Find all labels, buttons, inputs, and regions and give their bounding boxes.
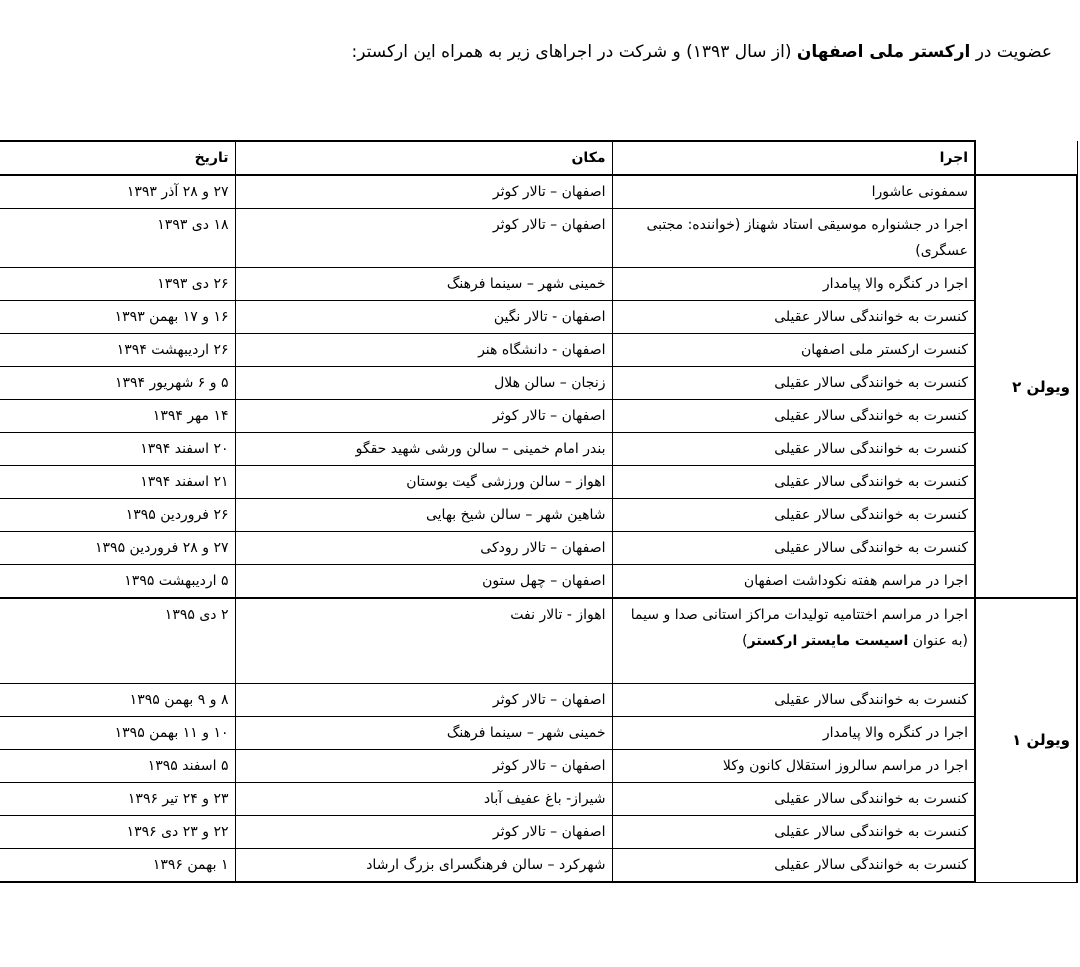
table-row <box>0 684 1077 717</box>
table-row <box>0 499 1077 532</box>
performance-cell <box>612 598 975 684</box>
performance-cell: کنسرت به خوانندگی سالار عقیلی <box>612 499 975 532</box>
table-row <box>0 717 1077 750</box>
intro-paragraph <box>52 39 1052 65</box>
performance-cell: کنسرت به خوانندگی سالار عقیلی <box>612 466 975 499</box>
table-row <box>0 466 1077 499</box>
performance-table <box>0 140 1078 883</box>
performance-cell: کنسرت به خوانندگی سالار عقیلی <box>612 433 975 466</box>
table-row <box>0 301 1077 334</box>
header-group-cell <box>975 141 1077 175</box>
performance-cell: اجرا در کنگره والا پیامدار <box>612 268 975 301</box>
header-performance: اجرا <box>612 141 975 175</box>
performance-cell: اجرا در جشنواره موسیقی استاد شهناز (خواننده: مجتبی عسگری) <box>612 209 975 268</box>
performance-cell: کنسرت به خوانندگی سالار عقیلی <box>612 367 975 400</box>
header-venue: مکان <box>235 141 612 175</box>
date-cell: ۲۰ اسفند ۱۳۹۴ <box>0 433 235 466</box>
date-cell: ۵ اردیبهشت ۱۳۹۵ <box>0 565 235 599</box>
date-cell: ۱ بهمن ۱۳۹۶ <box>0 849 235 883</box>
intro-suffix: (از سال ۱۳۹۳) و شرکت در اجراهای زیر به همراه این ارکستر: <box>351 42 797 62</box>
group-label: ویولن ۲ <box>975 175 1077 598</box>
venue-cell: اصفهان – تالار کوثر <box>235 400 612 433</box>
table-row <box>0 598 1077 684</box>
venue-cell: اصفهان – تالار کوثر <box>235 684 612 717</box>
table-row <box>0 268 1077 301</box>
date-cell: ۵ اسفند ۱۳۹۵ <box>0 750 235 783</box>
performance-cell: کنسرت به خوانندگی سالار عقیلی <box>612 532 975 565</box>
date-cell: ۲۶ فروردین ۱۳۹۵ <box>0 499 235 532</box>
performance-role: اسیست مایستر ارکستر <box>747 633 909 649</box>
date-cell: ۲۲ و ۲۳ دی ۱۳۹۶ <box>0 816 235 849</box>
venue-cell: اهواز – سالن ورزشی گیت بوستان <box>235 466 612 499</box>
venue-cell: اصفهان – چهل ستون <box>235 565 612 599</box>
performance-cell: سمفونی عاشورا <box>612 175 975 209</box>
date-cell: ۱۶ و ۱۷ بهمن ۱۳۹۳ <box>0 301 235 334</box>
performance-cell: کنسرت به خوانندگی سالار عقیلی <box>612 301 975 334</box>
venue-cell: شیراز- باغ عفیف آباد <box>235 783 612 816</box>
table-row <box>0 433 1077 466</box>
table-row <box>0 334 1077 367</box>
date-cell: ۱۰ و ۱۱ بهمن ۱۳۹۵ <box>0 717 235 750</box>
venue-cell: اهواز - تالار نفت <box>235 598 612 684</box>
performance-cell: اجرا در مراسم سالروز استقلال کانون وکلا <box>612 750 975 783</box>
date-cell: ۸ و ۹ بهمن ۱۳۹۵ <box>0 684 235 717</box>
intro-prefix: عضویت در <box>970 42 1052 62</box>
performance-tail: ) <box>742 633 748 649</box>
table-body <box>0 175 1077 882</box>
orchestra-name: ارکستر ملی اصفهان <box>796 42 971 62</box>
venue-cell: اصفهان – تالار کوثر <box>235 816 612 849</box>
performance-cell: اجرا در مراسم هفته نکوداشت اصفهان <box>612 565 975 599</box>
table-row <box>0 565 1077 599</box>
performance-cell: کنسرت به خوانندگی سالار عقیلی <box>612 816 975 849</box>
date-cell: ۲۷ و ۲۸ آذر ۱۳۹۳ <box>0 175 235 209</box>
table-row <box>0 849 1077 883</box>
date-cell: ۲ دی ۱۳۹۵ <box>0 598 235 684</box>
performance-cell: کنسرت ارکستر ملی اصفهان <box>612 334 975 367</box>
venue-cell: اصفهان – تالار رودکی <box>235 532 612 565</box>
date-cell: ۲۶ دی ۱۳۹۳ <box>0 268 235 301</box>
date-cell: ۲۷ و ۲۸ فروردین ۱۳۹۵ <box>0 532 235 565</box>
performance-cell: کنسرت به خوانندگی سالار عقیلی <box>612 849 975 883</box>
performance-cell: کنسرت به خوانندگی سالار عقیلی <box>612 684 975 717</box>
group-label: ویولن ۱ <box>975 598 1077 882</box>
venue-cell: اصفهان - تالار نگین <box>235 301 612 334</box>
venue-cell: شهرکرد – سالن فرهنگسرای بزرگ ارشاد <box>235 849 612 883</box>
venue-cell: بندر امام خمینی – سالن ورشی شهید حقگو <box>235 433 612 466</box>
table-row <box>0 532 1077 565</box>
performance-cell: کنسرت به خوانندگی سالار عقیلی <box>612 783 975 816</box>
date-cell: ۵ و ۶ شهریور ۱۳۹۴ <box>0 367 235 400</box>
date-cell: ۲۳ و ۲۴ تیر ۱۳۹۶ <box>0 783 235 816</box>
date-cell: ۲۱ اسفند ۱۳۹۴ <box>0 466 235 499</box>
venue-cell: اصفهان – تالار کوثر <box>235 209 612 268</box>
venue-cell: اصفهان – تالار کوثر <box>235 750 612 783</box>
table-header-row <box>0 141 1077 175</box>
date-cell: ۱۴ مهر ۱۳۹۴ <box>0 400 235 433</box>
venue-cell: خمینی شهر – سینما فرهنگ <box>235 268 612 301</box>
venue-cell: شاهین شهر – سالن شیخ بهایی <box>235 499 612 532</box>
table-row <box>0 209 1077 268</box>
table-row <box>0 816 1077 849</box>
table-row <box>0 367 1077 400</box>
table-row <box>0 175 1077 209</box>
performance-text: اجرا در مراسم اختتامیه تولیدات مراکز استانی صدا و سیما (به عنوان <box>630 607 968 649</box>
date-cell: ۱۸ دی ۱۳۹۳ <box>0 209 235 268</box>
cell-spacer <box>619 654 969 680</box>
performance-cell: کنسرت به خوانندگی سالار عقیلی <box>612 400 975 433</box>
table-row <box>0 783 1077 816</box>
performance-cell: اجرا در کنگره والا پیامدار <box>612 717 975 750</box>
table-row <box>0 400 1077 433</box>
header-date: تاریخ <box>0 141 235 175</box>
venue-cell: اصفهان – تالار کوثر <box>235 175 612 209</box>
table-row <box>0 750 1077 783</box>
date-cell: ۲۶ اردیبهشت ۱۳۹۴ <box>0 334 235 367</box>
venue-cell: خمینی شهر – سینما فرهنگ <box>235 717 612 750</box>
venue-cell: اصفهان - دانشگاه هنر <box>235 334 612 367</box>
venue-cell: زنجان – سالن هلال <box>235 367 612 400</box>
